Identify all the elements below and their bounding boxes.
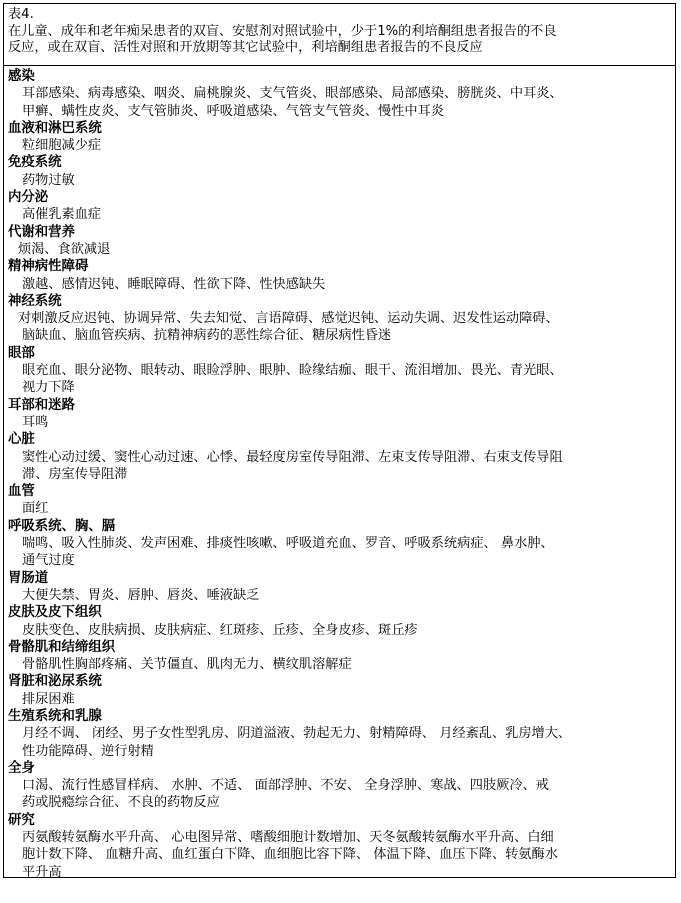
section-endocrine [8, 189, 671, 224]
section-title: 肾脏和泌尿系统 [8, 674, 102, 690]
section-investigations [8, 812, 671, 881]
section-vascular [8, 483, 671, 518]
section-immune [8, 154, 671, 189]
section-musculoskeletal [8, 639, 671, 674]
section-line: 甲癣、螨性皮炎、支气管肺炎、呼吸道感染、气管支气管炎、慢性中耳炎 [22, 103, 444, 119]
section-nervous [8, 293, 671, 345]
section-title: 胃肠道 [8, 570, 49, 586]
caption-line-3: 反应，或在双盲、活性对照和开放期等其它试验中，利培酮组患者报告的不良反应 [8, 40, 483, 55]
section-heart [8, 431, 671, 483]
section-blood-lymph [8, 120, 671, 155]
section-respiratory [8, 518, 671, 570]
section-title: 血液和淋巴系统 [8, 120, 102, 136]
section-title: 研究 [8, 812, 35, 828]
section-eye [8, 345, 671, 397]
section-line: 药物过敏 [22, 172, 75, 188]
section-infection [8, 68, 671, 120]
section-line: 口渴、流行性感冒样病、 水肿、不适、 面部浮肿、不安、 全身浮肿、寒战、四肢厥冷、戒 [22, 778, 549, 794]
section-line: 性功能障碍、逆行射精 [22, 743, 154, 759]
section-line: 视力下降 [22, 380, 75, 396]
section-line: 激越、感情迟钝、睡眠障碍、性欲下降、性快感缺失 [22, 276, 326, 292]
section-line: 耳鸣 [22, 414, 49, 430]
section-line: 平升高 [22, 864, 62, 880]
section-line: 窦性心动过缓、窦性心动过速、心悸、最轻度房室传导阻滞、左束支传导阻滞、右束支传导阻 [22, 449, 563, 465]
section-psychiatric [8, 258, 671, 293]
section-title: 耳部和迷路 [8, 397, 75, 413]
section-title: 神经系统 [8, 293, 62, 309]
section-line: 月经不调、 闭经、男子女性型乳房、阴道溢液、勃起无力、射精障碍、 月经紊乱、乳房增大、 [22, 726, 572, 742]
section-line: 面红 [22, 501, 49, 517]
section-line: 粒细胞减少症 [22, 138, 102, 154]
section-line: 脑缺血、脑血管疾病、抗精神病药的恶性综合征、糖尿病性昏迷 [22, 328, 392, 344]
section-ear [8, 397, 671, 432]
section-line: 对刺激反应迟钝、协调异常、失去知觉、言语障碍、感觉迟钝、运动失调、迟发性运动障碍、 [18, 311, 559, 327]
section-title: 内分泌 [8, 190, 49, 206]
table-caption [4, 4, 675, 66]
section-title: 生殖系统和乳腺 [8, 708, 102, 724]
section-title: 精神病性障碍 [8, 259, 89, 275]
section-line: 通气过度 [22, 553, 75, 569]
table-body [4, 66, 675, 881]
section-line: 耳部感染、病毒感染、咽炎、扁桃腺炎、支气管炎、眼部感染、局部感染、膀胱炎、中耳炎、 [22, 86, 563, 102]
section-line: 丙氨酸转氨酶水平升高、 心电图异常、嗜酸细胞计数增加、天冬氨酸转氨酶水平升高、白细 [22, 830, 554, 846]
section-skin [8, 604, 671, 639]
section-title: 全身 [8, 760, 35, 776]
section-line: 烦渴、食欲减退 [18, 241, 111, 257]
section-line: 皮肤变色、皮肤病损、皮肤病症、红斑疹、丘疹、全身皮疹、斑丘疹 [22, 622, 418, 638]
section-line: 大便失禁、胃炎、唇肿、唇炎、唾液缺乏 [22, 587, 260, 603]
section-line: 骨骼肌性胸部疼痛、关节僵直、肌肉无力、横纹肌溶解症 [22, 657, 352, 673]
section-title: 眼部 [8, 345, 35, 361]
section-title: 皮肤及皮下组织 [8, 605, 102, 621]
section-line: 胞计数下降、 血糖升高、血红蛋白下降、血细胞比容下降、 体温下降、血压下降、转氨酶水 [22, 847, 558, 863]
caption-line-1: 表4. [8, 7, 34, 22]
section-line: 喘鸣、吸入性肺炎、发声困难、排痰性咳嗽、呼吸道充血、罗音、呼吸系统病症、 鼻水肿、 [22, 536, 554, 552]
section-metabolism [8, 224, 671, 259]
section-title: 血管 [8, 484, 35, 500]
section-reproductive [8, 708, 671, 760]
section-title: 呼吸系统、胸、膈 [8, 518, 116, 534]
section-line: 眼充血、眼分泌物、眼转动、眼睑浮肿、眼肿、睑缘结痂、眼干、流泪增加、畏光、青光眼、 [22, 363, 563, 379]
section-title: 心脏 [8, 432, 35, 448]
section-gastrointestinal [8, 570, 671, 605]
section-line: 高催乳素血症 [22, 207, 102, 223]
section-title: 骨骼肌和结缔组织 [8, 639, 116, 655]
section-title: 代谢和营养 [8, 224, 75, 240]
section-title: 感染 [8, 69, 35, 84]
section-line: 滞、房室传导阻滞 [22, 466, 128, 482]
caption-line-2: 在儿童、成年和老年痴呆患者的双盲、安慰剂对照试验中，少于1%的利培酮组患者报告的不良 [8, 23, 557, 39]
section-renal [8, 673, 671, 708]
section-title: 免疫系统 [8, 155, 62, 171]
section-general [8, 760, 671, 812]
adverse-reactions-table [3, 3, 676, 878]
section-line: 药或脱瘾综合征、不良的药物反应 [22, 795, 220, 811]
section-line: 排尿困难 [22, 691, 75, 707]
